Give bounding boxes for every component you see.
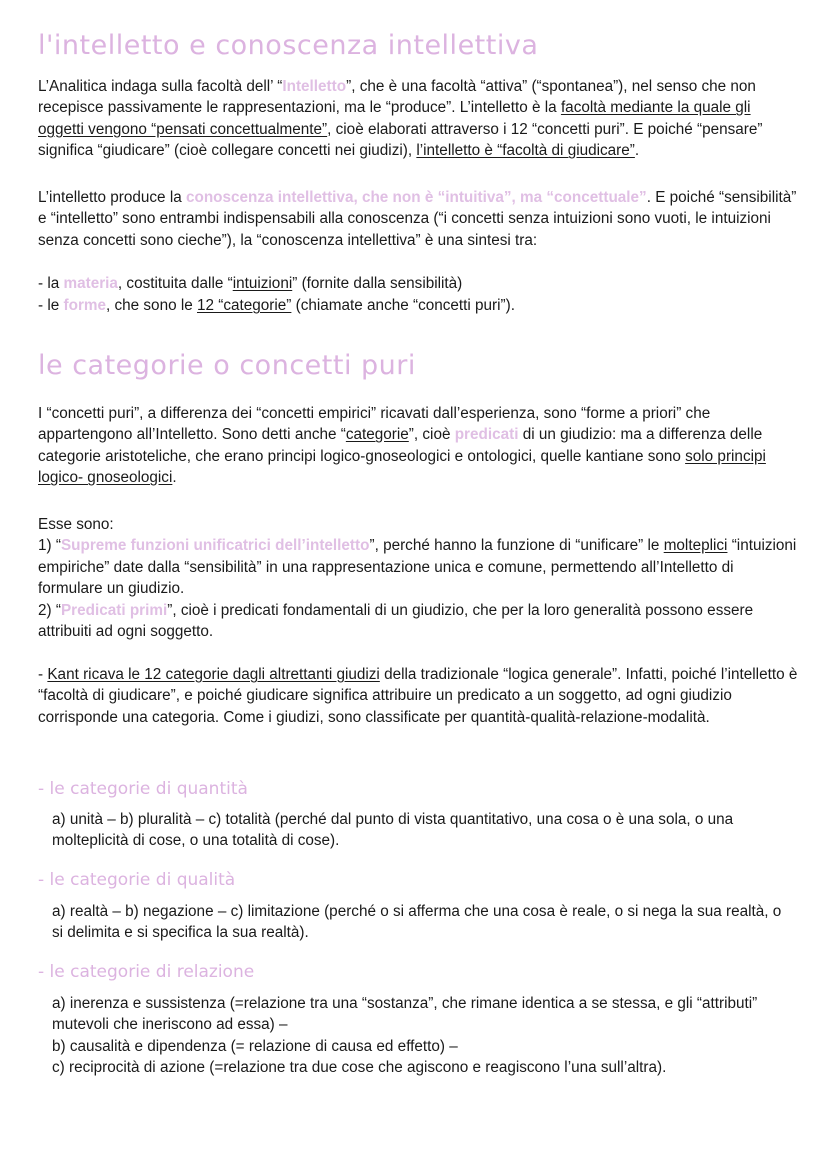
section-title-intelletto: l'intelletto e conoscenza intellettiva <box>38 30 539 61</box>
keyword-materia: materia <box>63 275 118 292</box>
underlined-kant-ricava: Kant ricava le 12 categorie dagli altrettanti giudizi <box>47 666 380 683</box>
keyword-forme: forme <box>63 297 106 314</box>
section-title-categorie: le categorie o concetti puri <box>38 350 416 381</box>
relazione-item-b: b) causalità e dipendenza (= relazione di causa ed effetto) – <box>52 1037 458 1055</box>
list-item-forme: - le forme, che sono le 12 “categorie” (chiamate anche “concetti puri”). <box>38 297 515 314</box>
list-item-materia: - la materia, costituita dalle “intuizioni” (fornite dalla sensibilità) <box>38 275 463 292</box>
paragraph-qualita: a) realtà – b) negazione – c) limitazione (perché o si afferma che una cosa è reale, o si nega la sua realtà, o si delimita e si specifica la sua realtà). <box>52 903 782 942</box>
paragraph-concetti-puri: I “concetti puri”, a differenza dei “concetti empirici” ricavati dall’esperienza, sono “forme a priori” che appartengono all’Intelletto. Sono detti anche “categorie”, cioè predicati di un giudizio: ma a differenza delle categorie aristoteliche, che erano principi logico-gnoseologici e ontologici, quelle kantiane sono solo principi logico- gnoseologici. <box>38 405 766 487</box>
esse-sono-intro: Esse sono: <box>38 516 114 533</box>
paragraph-analitica: L’Analitica indaga sulla facoltà dell’ “Intelletto”, che è una facoltà “attiva” (“spontanea”), nel senso che non recepisce passivamente le rappresentazioni, ma le “produce”. L’intelletto è la facoltà mediante la quale gli oggetti vengono “pensati concettualmente”, cioè elaborati attraverso i 12 “concetti puri”. E poiché “pensare” significa “giudicare” (cioè collegare concetti nei giudizi), l’intelletto è “facoltà di giudicare”. <box>38 78 763 160</box>
underlined-molteplici: molteplici <box>663 537 728 555</box>
list-item-supreme-funzioni: 1) “Supreme funzioni unificatrici dell’intelletto”, perché hanno la funzione di “unificare” le molteplici “intuizioni empiriche” date dalla “sensibilità” in una rappresentazione unica e comune, permettendo all’Intelletto di formulare un giudizio. <box>38 537 797 598</box>
underlined-categorie: 12 “categorie” <box>197 297 292 314</box>
keyword-predicati-primi: Predicati primi <box>60 601 168 619</box>
paragraph-relazione <box>52 993 792 1079</box>
keyword-conoscenza-intellettiva: conoscenza intellettiva, che non è “intuitiva”, ma “concettuale” <box>185 189 647 206</box>
subtitle-qualita: - le categorie di qualità <box>38 870 236 890</box>
list-item-predicati-primi: 2) “Predicati primi”, cioè i predicati fondamentali di un giudizio, che per la loro generalità possono essere attribuiti ad ogni soggetto. <box>38 601 754 641</box>
paragraph-quantita: a) unità – b) pluralità – c) totalità (perché dal punto di vista quantitativo, una cosa o è una sola, o una molteplicità di cose, o una totalità di cose). <box>52 811 734 850</box>
underlined-categorie-term: categorie <box>345 426 409 444</box>
underlined-intuizioni: intuizioni <box>232 275 293 292</box>
relazione-item-a: a) inerenza e sussistenza (=relazione tra una “sostanza”, che rimane identica a se stessa, e gli “attributi” mutevoli che ineriscono ad essa) – <box>52 995 758 1034</box>
subtitle-relazione: - le categorie di relazione <box>38 962 255 982</box>
paragraph-esse-sono <box>38 514 798 642</box>
underlined-principi: solo principi logico- gnoseologici <box>38 447 766 487</box>
relazione-item-c: c) reciprocità di azione (=relazione tra due cose che agiscono e reagiscono l’una sull’altra). <box>52 1059 667 1077</box>
underlined-facolta: facoltà mediante la quale gli oggetti vengono “pensati concettualmente” <box>38 99 751 138</box>
paragraph-conoscenza: L’intelletto produce la conoscenza intellettiva, che non è “intuitiva”, ma “concettuale”. E poiché “sensibilità” e “intelletto” sono entrambi indispensabili alla conoscenza (“i concetti senza intuizioni sono vuoti, le intuizioni senza concetti sono cieche”), la “conoscenza intellettiva” è una sintesi tra: <box>38 189 797 249</box>
paragraph-kant-giudizi: - Kant ricava le 12 categorie dagli altrettanti giudizi della tradizionale “logica generale”. Infatti, poiché l’intelletto è “facoltà di giudicare”, e poiché giudicare significa attribuire un predicato a un soggetto, ad ogni giudizio corrisponde una categoria. Come i giudizi, sono classificate per quantità-qualità-relazione-modalità. <box>38 666 798 726</box>
underlined-giudicare: l’intelletto è “facoltà di giudicare” <box>416 142 635 160</box>
keyword-predicati: predicati <box>454 426 519 444</box>
subtitle-quantita: - le categorie di quantità <box>38 779 248 799</box>
keyword-intelletto: Intelletto <box>282 78 347 95</box>
keyword-supreme-funzioni: Supreme funzioni unificatrici dell’intelletto <box>60 537 370 555</box>
